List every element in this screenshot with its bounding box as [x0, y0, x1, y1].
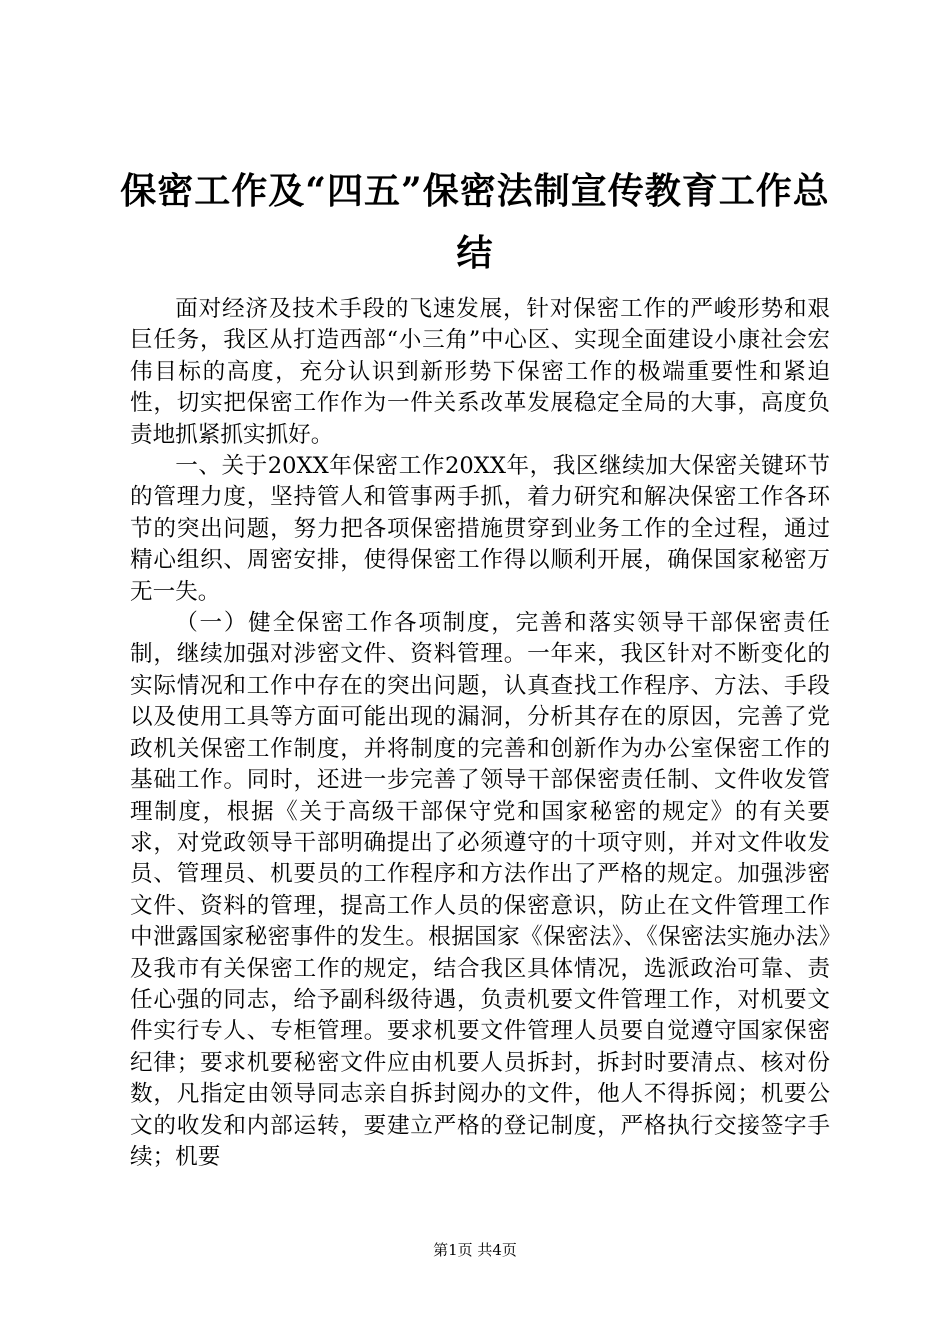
document-title: 保密工作及“四五”保密法制宣传教育工作总结 [120, 170, 830, 274]
document-body [130, 294, 830, 1173]
paragraph-subsection-one: （一）健全保密工作各项制度，完善和落实领导干部保密责任制，继续加强对涉密文件、资料管理。一年来，我区针对不断变化的实际情况和工作中存在的突出问题，认真查找工作程序、方法、手段以及使用工具等方面可能出现的漏洞，分析其存在的原因，完善了党政机关保密工作制度，并将制度的完善和创新作为办公室保密工作的基础工作。同时，还进一步完善了领导干部保密责任制、文件收发管理制度，根据《关于高级干部保守党和国家秘密的规定》的有关要求，对党政领导干部明确提出了必须遵守的十项守则，并对文件收发员、管理员、机要员的工作程序和方法作出了严格的规定。加强涉密文件、资料的管理，提高工作人员的保密意识，防止在文件管理工作中泄露国家秘密事件的发生。根据国家《保密法》、《保密法实施办法》及我市有关保密工作的规定，结合我区具体情况，选派政治可靠、责任心强的同志，给予副科级待遇，负责机要文件管理工作，对机要文件实行专人、专柜管理。要求机要文件管理人员要自觉遵守国家保密纪律；要求机要秘密文件应由机要人员拆封，拆封时要清点、核对份数，凡指定由领导同志亲自拆封阅办的文件，他人不得拆阅；机要公文的收发和内部运转，要建立严格的登记制度，严格执行交接签字手续；机要 [130, 610, 830, 1170]
paragraph-section-one: 一、关于20XX年保密工作20XX年，我区继续加大保密关键环节的管理力度，坚持管人和管事两手抓，着力研究和解决保密工作各环节的突出问题，努力把各项保密措施贯穿到业务工作的全过程，通过精心组织、周密安排，使得保密工作得以顺利开展，确保国家秘密万无一失。 [130, 453, 830, 605]
page-footer: 第1页 共4页 [433, 1241, 517, 1259]
paragraph-intro: 面对经济及技术手段的飞速发展，针对保密工作的严峻形势和艰巨任务，我区从打造西部“小三角”中心区、实现全面建设小康社会宏伟目标的高度，充分认识到新形势下保密工作的极端重要性和紧迫性，切实把保密工作作为一件关系改革发展稳定全局的大事，高度负责地抓紧抓实抓好。 [130, 296, 830, 448]
